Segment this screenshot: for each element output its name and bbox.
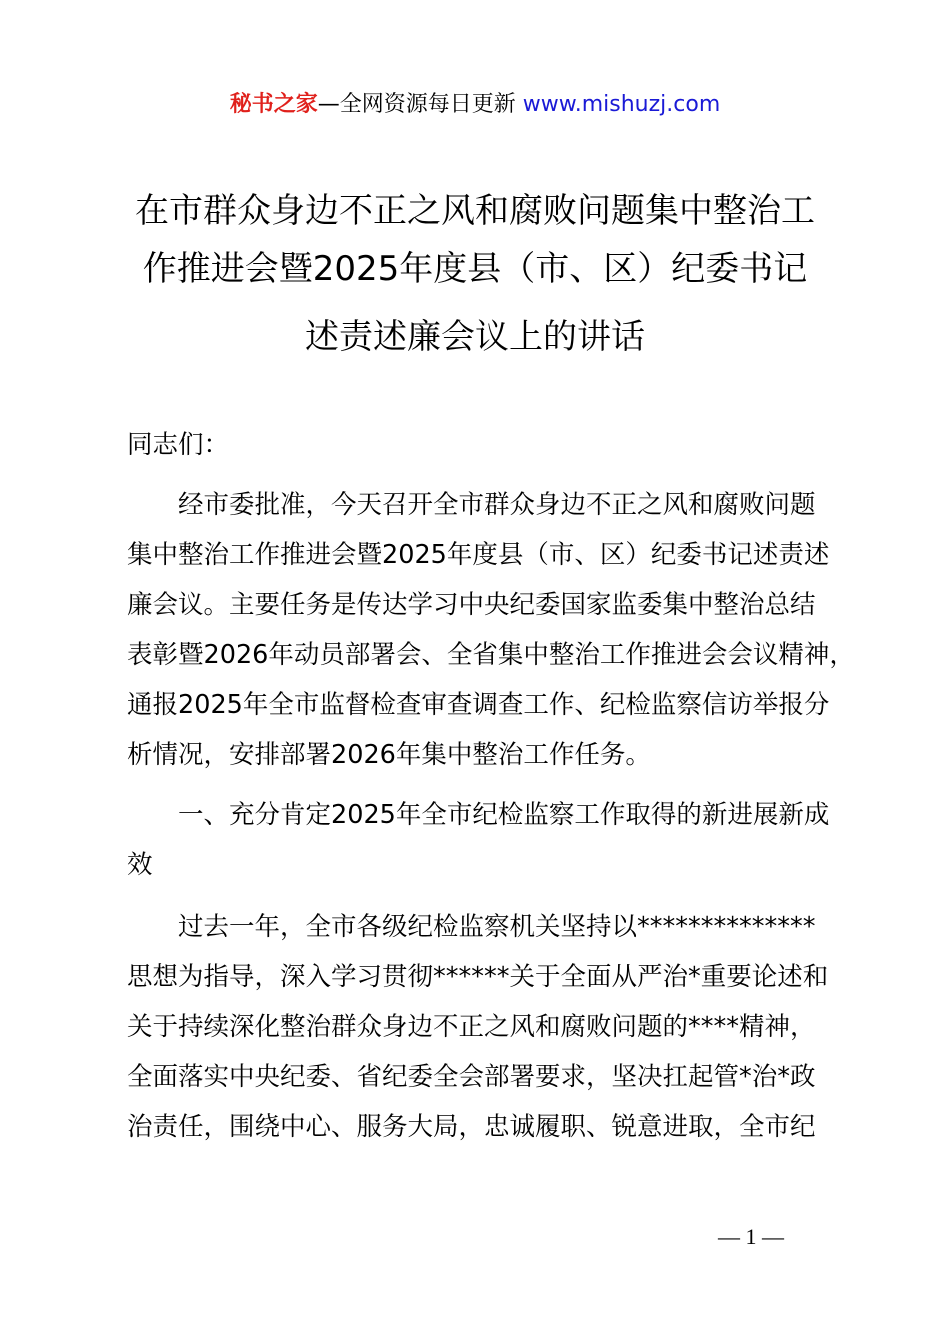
site-brand: 秘书之家 xyxy=(229,92,318,117)
site-url-link[interactable]: www.mishuzj.com xyxy=(522,92,721,117)
paragraph-line: 全面落实中央纪委、省纪委全会部署要求，坚决扛起管*治*政 xyxy=(127,1062,816,1092)
salutation xyxy=(127,420,839,470)
document-title xyxy=(120,182,830,366)
paragraph-line: 经市委批准，今天召开全市群众身边不正之风和腐败问题 xyxy=(178,490,816,520)
salutation-text: 同志们： xyxy=(127,430,230,460)
heading-line: 效 xyxy=(127,850,153,880)
paragraph-line: 析情况，安排部署2026年集中整治工作任务。 xyxy=(127,740,651,770)
paragraph-line: 通报2025年全市监督检查审查调查工作、纪检监察信访举报分 xyxy=(127,690,830,720)
title-line: 在市群众身边不正之风和腐败问题集中整治工 xyxy=(135,191,815,231)
site-header xyxy=(0,88,950,122)
paragraph-line: 廉会议。主要任务是传达学习中央纪委国家监委集中整治总结 xyxy=(127,590,816,620)
page-number: — 1 — xyxy=(718,1224,784,1249)
paragraph-line: 表彰暨2026年动员部署会、全省集中整治工作推进会会议精神， xyxy=(127,640,855,670)
title-line: 作推进会暨2025年度县（市、区）纪委书记 xyxy=(142,249,808,289)
paragraph-line: 过去一年，全市各级纪检监察机关坚持以************** xyxy=(178,912,816,942)
paragraph-line: 治责任，围绕中心、服务大局，忠诚履职、锐意进取，全市纪 xyxy=(127,1112,816,1142)
paragraph-line: 集中整治工作推进会暨2025年度县（市、区）纪委书记述责述 xyxy=(127,540,830,570)
heading-line: 一、充分肯定2025年全市纪检监察工作取得的新进展新成 xyxy=(178,800,830,830)
paragraph-line: 关于持续深化整治群众身边不正之风和腐败问题的****精神， xyxy=(127,1012,816,1042)
section-heading-1 xyxy=(127,790,839,890)
paragraph-line: 思想为指导，深入学习贯彻******关于全面从严治*重要论述和 xyxy=(127,962,829,992)
paragraph-review xyxy=(127,902,839,1152)
title-line: 述责述廉会议上的讲话 xyxy=(305,317,645,357)
site-slogan: —全网资源每日更新 xyxy=(317,92,523,117)
paragraph-intro xyxy=(127,480,855,780)
